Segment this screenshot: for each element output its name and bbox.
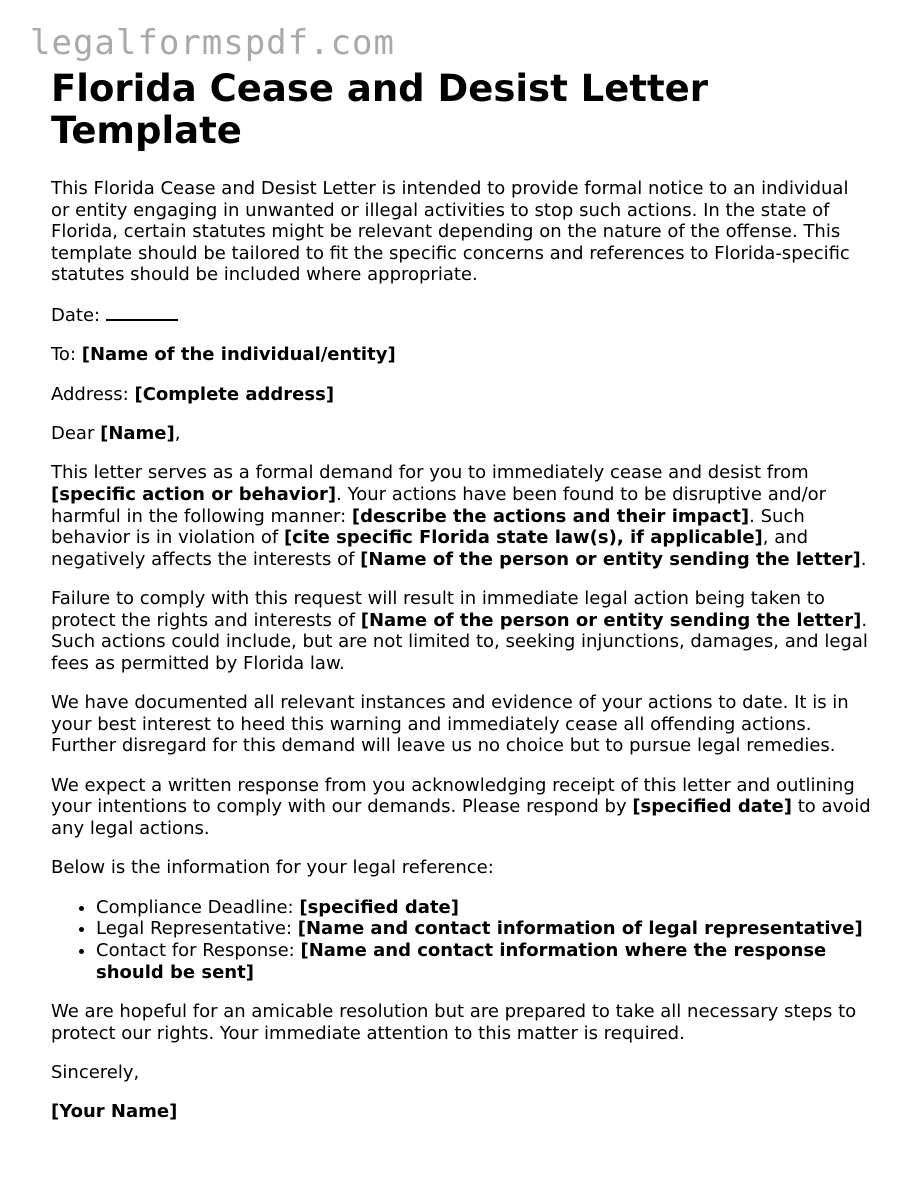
demand-placeholder-impact: [describe the actions and their impact] xyxy=(351,505,750,527)
document-page xyxy=(51,68,871,1141)
consequence-placeholder-sender: [Name of the person or entity sending the letter] xyxy=(360,609,862,631)
watermark-logo: legalformspdf.com xyxy=(30,23,395,63)
salutation-comma: , xyxy=(174,422,181,444)
evidence-paragraph: We have documented all relevant instances and evidence of your actions to date. It is in your best interest to heed this warning and immediately cease all offending actions. Further disregard for this demand will leave us no choice but to pursue legal remedies. xyxy=(51,692,849,757)
date-blank xyxy=(106,304,178,321)
salutation xyxy=(51,423,871,445)
list-item xyxy=(96,940,871,983)
response-text-2: to avoid any legal actions. xyxy=(51,796,871,840)
to-value: [Name of the individual/entity] xyxy=(81,344,396,366)
list-item xyxy=(96,897,871,919)
resolution-paragraph: We are hopeful for an amicable resolution but are prepared to take all necessary steps to protect our rights. Your immediate attention to this matter is required. xyxy=(51,1000,857,1044)
date-label: Date: xyxy=(51,304,101,326)
closing: Sincerely, xyxy=(51,1061,140,1083)
salutation-name: [Name] xyxy=(100,422,175,444)
reference-intro: Below is the information for your legal reference: xyxy=(51,857,494,879)
demand-placeholder-sender: [Name of the person or entity sending the letter] xyxy=(360,548,861,570)
response-placeholder-date: [specified date] xyxy=(632,796,792,818)
response-paragraph xyxy=(51,775,871,840)
list-item xyxy=(96,918,871,940)
intro-paragraph: This Florida Cease and Desist Letter is intended to provide formal notice to an individual or entity engaging in unwanted or illegal activities to stop such actions. In the state of Florida, certain statutes might be relevant depending on the nature of the offense. This template should be tailored to fit the specific concerns and references to Florida-specific statutes should be included where appropriate. xyxy=(51,178,850,286)
demand-placeholder-law: [cite specific Florida state law(s), if applicable] xyxy=(283,527,763,549)
date-line xyxy=(51,304,871,327)
demand-placeholder-action: [specific action or behavior] xyxy=(51,483,337,505)
address-line xyxy=(51,384,871,406)
letter-body xyxy=(51,178,871,1123)
signature xyxy=(51,1101,871,1123)
reference-list xyxy=(51,897,871,983)
list-item-label: Compliance Deadline: xyxy=(96,896,300,918)
consequence-paragraph xyxy=(51,588,871,674)
signature-name: [Your Name] xyxy=(51,1101,178,1123)
demand-text-1: This letter serves as a formal demand for you to immediately cease and desist from xyxy=(51,462,809,484)
address-label: Address: xyxy=(51,383,129,405)
to-label: To: xyxy=(51,344,77,366)
list-item-label: Contact for Response: xyxy=(96,940,301,961)
list-item-label: Legal Representative: xyxy=(96,918,298,940)
to-line xyxy=(51,344,871,366)
demand-text-2: . Your actions have been found to be disruptive and/or harmful in the following manner: xyxy=(51,483,827,527)
consequence-text-1: Failure to comply with this request will result in immediate legal action being taken to protect the rights and interests of xyxy=(51,588,825,631)
demand-paragraph xyxy=(51,462,871,570)
page-title: Florida Cease and Desist Letter Template xyxy=(51,67,709,152)
address-value: [Complete address] xyxy=(134,383,335,405)
response-text-1: We expect a written response from you acknowledging receipt of this letter and outlining your intentions to comply with our demands. Please respond by xyxy=(51,774,855,818)
demand-text-3: . Such behavior is in violation of xyxy=(51,505,805,549)
list-item-value: [specified date] xyxy=(299,896,459,918)
list-item-value: [Name and contact information of legal representative] xyxy=(297,918,863,940)
consequence-text-2: . Such actions could include, but are not limited to, seeking injunctions, damages, and legal fees as permitted by Florida law. xyxy=(51,609,868,674)
demand-text-5: . xyxy=(860,548,867,570)
demand-text-4: , and negatively affects the interests of xyxy=(51,527,809,570)
list-item-value: [Name and contact information where the response should be sent] xyxy=(96,940,827,983)
salutation-label: Dear xyxy=(51,422,95,444)
